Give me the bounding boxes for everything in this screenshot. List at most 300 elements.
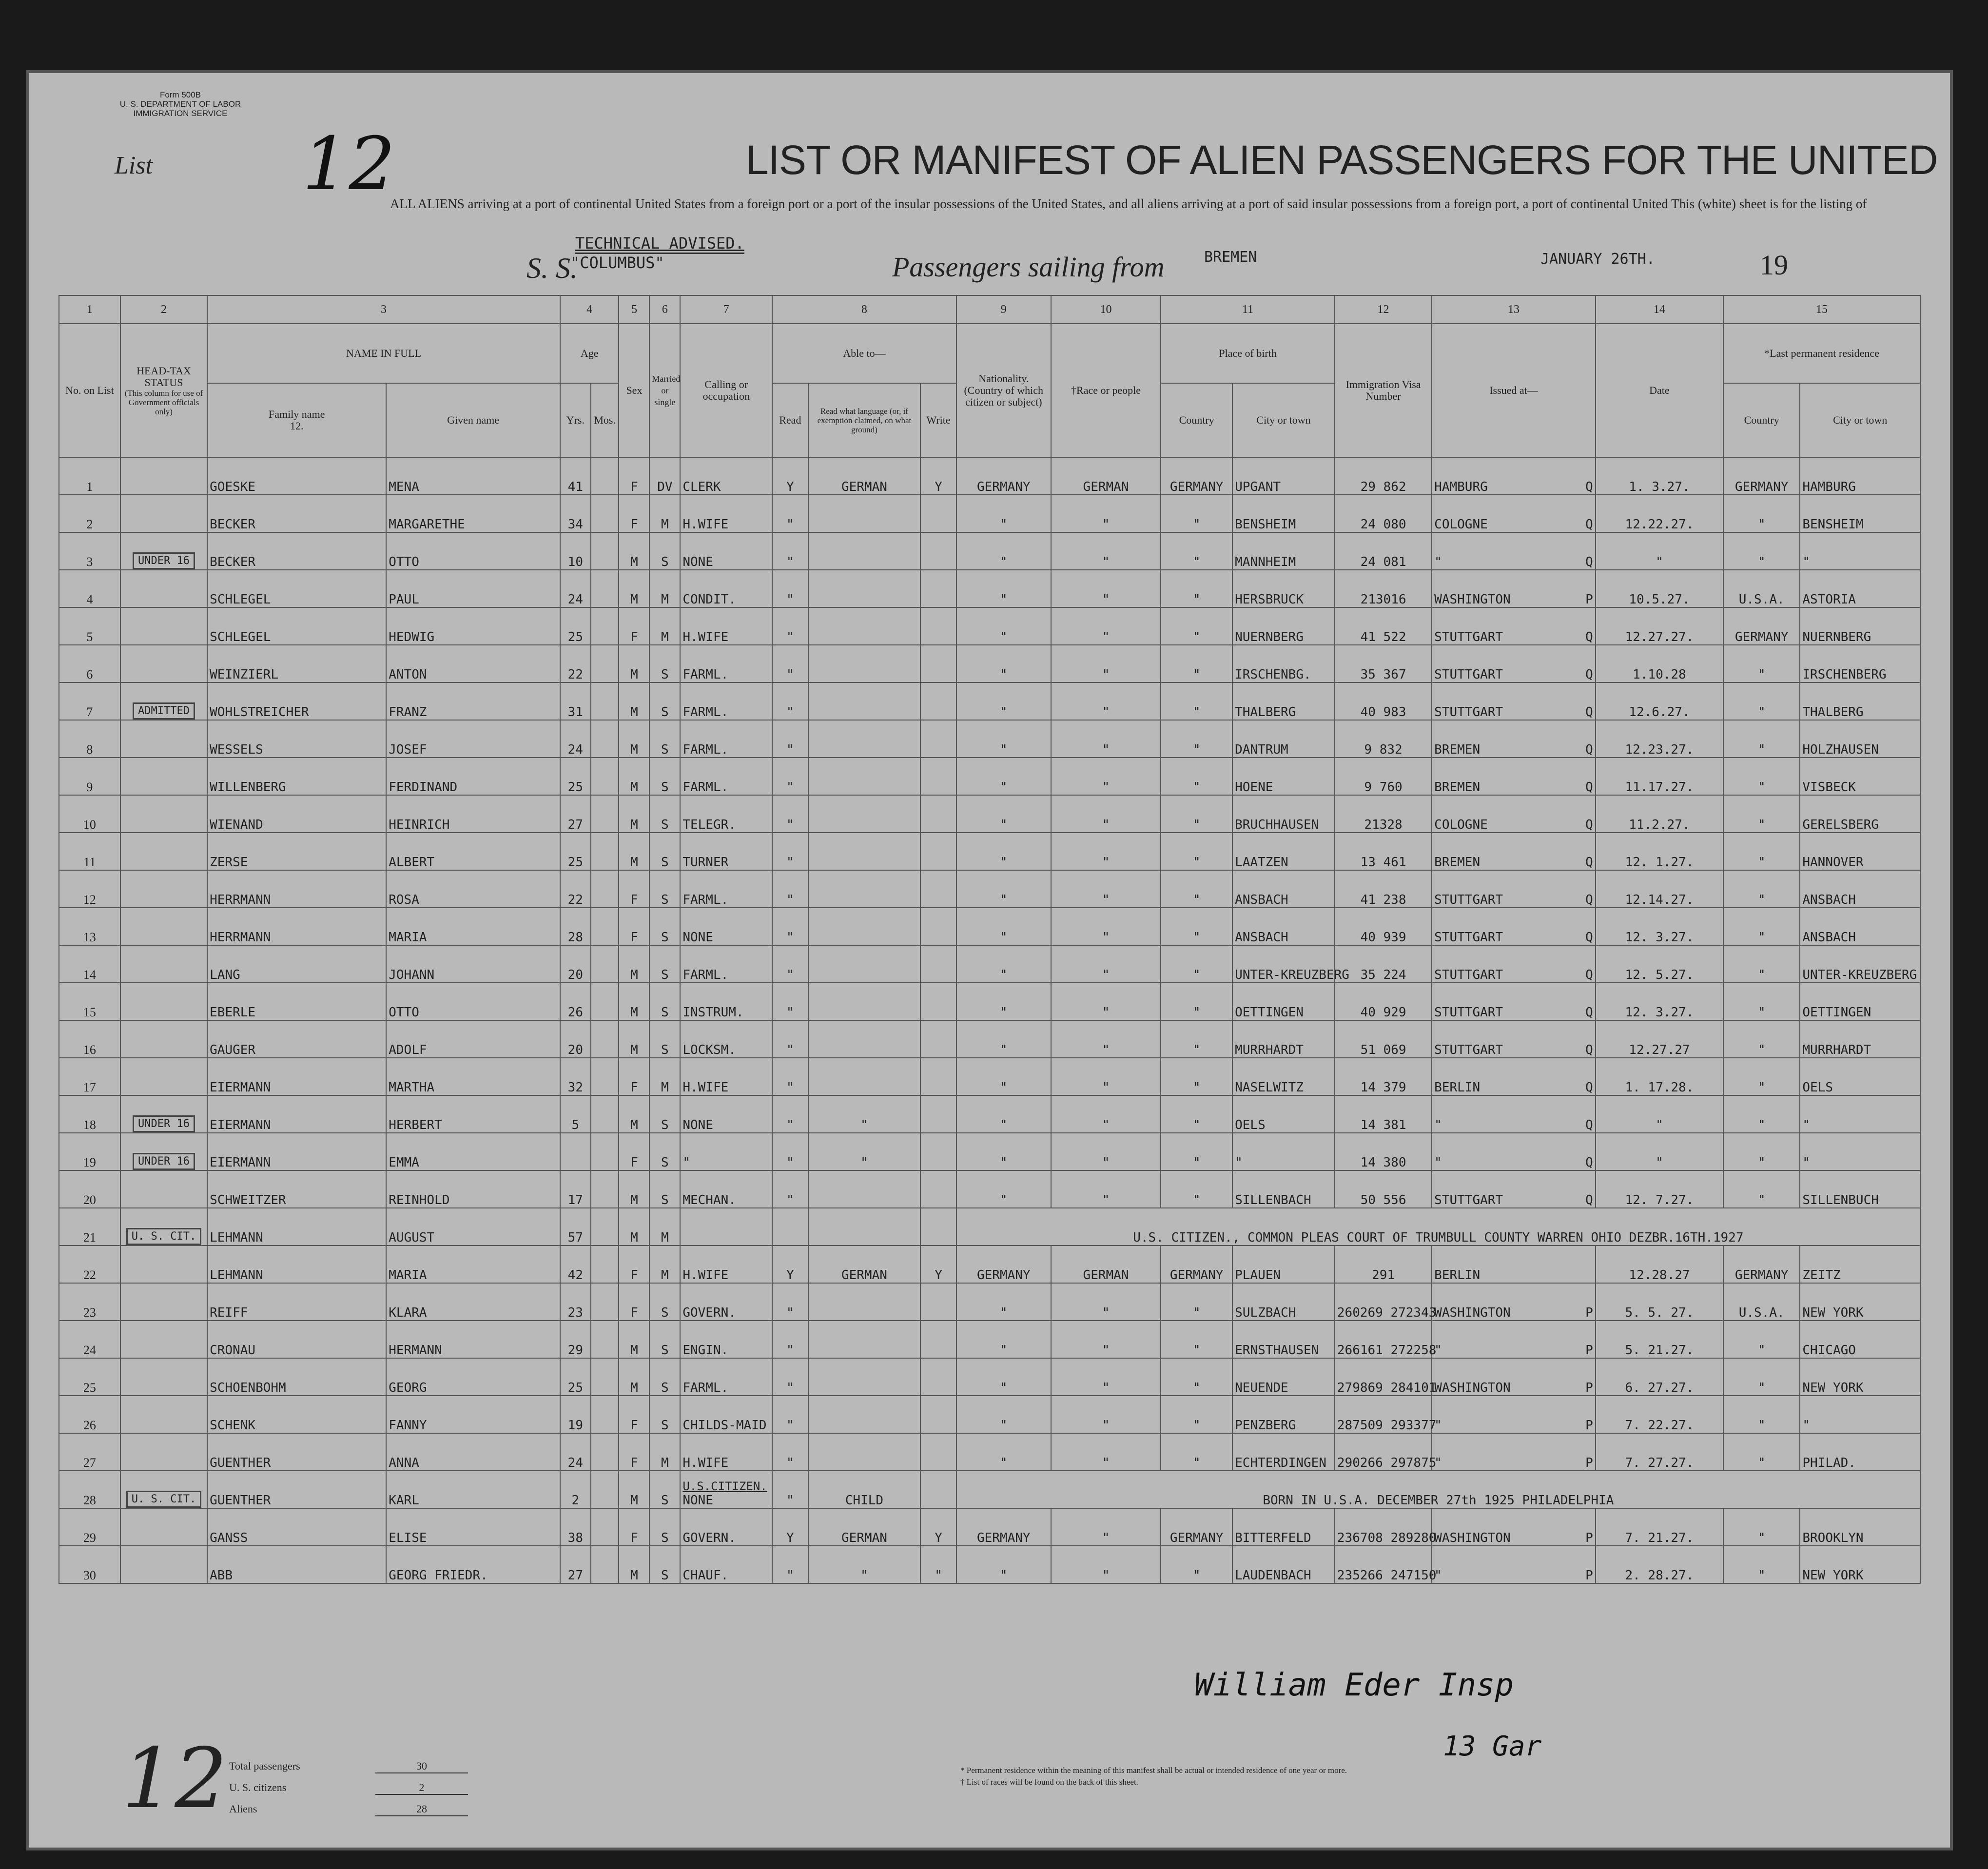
nationality-cell: " <box>956 1396 1051 1433</box>
write-cell <box>920 945 956 983</box>
residence-city-cell: GERELSBERG <box>1800 795 1920 833</box>
departure-date: JANUARY 26TH. <box>1540 251 1655 268</box>
sex-cell: F <box>619 495 649 532</box>
age-months-cell <box>591 1321 619 1358</box>
write-cell <box>920 570 956 607</box>
header-issued-at: Issued at— <box>1432 324 1596 457</box>
visa-number-cell: 287509 293377 <box>1335 1396 1432 1433</box>
marital-status-cell: M <box>649 1433 680 1471</box>
column-number: 12 <box>1335 295 1432 324</box>
head-tax-cell <box>120 1358 207 1396</box>
sex-cell: F <box>619 908 649 945</box>
manifest-table <box>58 295 1921 1584</box>
head-tax-cell <box>120 758 207 795</box>
race-cell: GERMAN <box>1051 457 1161 495</box>
birth-city-cell: SILLENBACH <box>1232 1170 1335 1208</box>
read-language-cell <box>808 607 921 645</box>
age-months-cell <box>591 908 619 945</box>
birth-city-cell: ANSBACH <box>1232 870 1335 908</box>
quota-class: Q <box>1585 1193 1593 1207</box>
visa-number-cell: 266161 272258 <box>1335 1321 1432 1358</box>
head-tax-cell <box>120 1133 207 1170</box>
given-name-cell: ELISE <box>386 1508 560 1546</box>
residence-country-cell: " <box>1723 795 1800 833</box>
residence-city-cell: " <box>1800 1396 1920 1433</box>
read-language-cell: " <box>808 1095 921 1133</box>
visa-number-cell: 14 380 <box>1335 1133 1432 1170</box>
given-name-cell: KLARA <box>386 1283 560 1321</box>
issued-at-text: STUTTGART <box>1434 667 1503 682</box>
sex-cell: M <box>619 682 649 720</box>
given-name-cell: FANNY <box>386 1396 560 1433</box>
visa-number-cell: 24 080 <box>1335 495 1432 532</box>
occupation-cell: CHAUF. <box>680 1546 772 1583</box>
read-cell: " <box>772 532 808 570</box>
header-last-residence: *Last permanent residence <box>1723 324 1920 383</box>
head-tax-stamp: UNDER 16 <box>133 1153 195 1170</box>
read-cell: " <box>772 758 808 795</box>
head-tax-cell <box>120 1546 207 1583</box>
nationality-cell: GERMANY <box>956 457 1051 495</box>
table-row <box>59 1058 1920 1095</box>
table-row <box>59 1508 1920 1546</box>
race-cell: " <box>1051 645 1161 682</box>
total-passengers <box>229 1760 468 1781</box>
residence-country-cell: " <box>1723 495 1800 532</box>
nationality-cell: GERMANY <box>956 1246 1051 1283</box>
issued-at-text: STUTTGART <box>1434 968 1503 982</box>
read-cell: " <box>772 1471 808 1508</box>
nationality-cell: " <box>956 495 1051 532</box>
visa-number-cell: 35 224 <box>1335 945 1432 983</box>
table-row <box>59 795 1920 833</box>
race-cell: " <box>1051 908 1161 945</box>
read-cell: Y <box>772 1508 808 1546</box>
write-cell <box>920 833 956 870</box>
race-cell: " <box>1051 1283 1161 1321</box>
corner-list-number: 12 <box>122 1731 228 1827</box>
quota-class: Q <box>1585 630 1593 644</box>
age-years-cell: 17 <box>560 1170 591 1208</box>
birth-country-cell: " <box>1161 758 1232 795</box>
quota-class: Q <box>1585 1080 1593 1095</box>
issued-at-text: BREMEN <box>1434 855 1481 870</box>
nationality-cell: " <box>956 645 1051 682</box>
read-language-cell <box>808 1208 921 1246</box>
age-months-cell <box>591 983 619 1020</box>
residence-country-cell: " <box>1723 682 1800 720</box>
table-row <box>59 1321 1920 1358</box>
total-passengers-label: Total passengers <box>229 1760 300 1772</box>
issued-at-cell <box>1432 1020 1596 1058</box>
sex-cell: F <box>619 1433 649 1471</box>
residence-city-cell: CHICAGO <box>1800 1321 1920 1358</box>
residence-city-cell: HOLZHAUSEN <box>1800 720 1920 758</box>
sex-cell: M <box>619 1321 649 1358</box>
marital-status-cell: S <box>649 1133 680 1170</box>
issued-at-text: BERLIN <box>1434 1080 1481 1095</box>
row-number: 1 <box>59 457 120 495</box>
birth-country-cell: " <box>1161 495 1232 532</box>
family-name-cell: GANSS <box>207 1508 386 1546</box>
row-number: 16 <box>59 1020 120 1058</box>
read-cell: " <box>772 1396 808 1433</box>
nationality-cell: " <box>956 1170 1051 1208</box>
age-months-cell <box>591 870 619 908</box>
age-years-cell: 5 <box>560 1095 591 1133</box>
marital-status-cell: S <box>649 1095 680 1133</box>
visa-number-cell: 290266 297875 <box>1335 1433 1432 1471</box>
head-tax-cell <box>120 945 207 983</box>
age-months-cell <box>591 1095 619 1133</box>
birth-country-cell: GERMANY <box>1161 1246 1232 1283</box>
header-nationality: Nationality. (Country of which citizen or subject) <box>956 324 1051 457</box>
family-name-cell: BECKER <box>207 532 386 570</box>
write-cell <box>920 495 956 532</box>
table-row <box>59 908 1920 945</box>
family-name-cell: ZERSE <box>207 833 386 870</box>
age-months-cell <box>591 1508 619 1546</box>
issued-at-text: STUTTGART <box>1434 893 1503 907</box>
age-months-cell <box>591 457 619 495</box>
sex-cell: M <box>619 833 649 870</box>
table-row <box>59 833 1920 870</box>
nationality-cell: " <box>956 720 1051 758</box>
occupation-cell: FARML. <box>680 945 772 983</box>
sex-cell: M <box>619 1020 649 1058</box>
write-cell <box>920 1133 956 1170</box>
occupation-cell: H.WIFE <box>680 1058 772 1095</box>
birth-country-cell: " <box>1161 607 1232 645</box>
quota-class: Q <box>1585 1043 1593 1057</box>
marital-status-cell: S <box>649 532 680 570</box>
row-number: 19 <box>59 1133 120 1170</box>
age-years-cell: 27 <box>560 1546 591 1583</box>
family-name-cell: SCHLEGEL <box>207 570 386 607</box>
column-number: 14 <box>1596 295 1723 324</box>
ss-label: S. S. <box>526 252 578 284</box>
family-name-cell: GOESKE <box>207 457 386 495</box>
residence-country-cell: " <box>1723 720 1800 758</box>
page-subtitle: ALL ALIENS arriving at a port of continental United States from a foreign port or a port of the insular possessions of the United States, and all aliens arriving at a port of said insular possessions from a foreign port, a port of continental United This (white) sheet is for the listing of <box>390 196 1867 211</box>
total-aliens <box>229 1803 468 1824</box>
visa-number-cell: 260269 272343 <box>1335 1283 1432 1321</box>
table-row <box>59 1546 1920 1583</box>
age-years-cell: 41 <box>560 457 591 495</box>
list-label: List <box>115 152 153 179</box>
nationality-cell: " <box>956 570 1051 607</box>
issued-at-cell <box>1432 983 1596 1020</box>
family-name-cell: GUENTHER <box>207 1433 386 1471</box>
table-row <box>59 758 1920 795</box>
age-months-cell <box>591 1283 619 1321</box>
head-tax-stamp: ADMITTED <box>133 702 195 720</box>
birth-country-cell: " <box>1161 532 1232 570</box>
visa-date-cell: 1.10.28 <box>1596 645 1723 682</box>
sex-cell: F <box>619 870 649 908</box>
birth-city-cell: MANNHEIM <box>1232 532 1335 570</box>
visa-date-cell: 12.27.27. <box>1596 607 1723 645</box>
family-name-cell: EIERMANN <box>207 1095 386 1133</box>
read-language-cell <box>808 795 921 833</box>
table-row <box>59 457 1920 495</box>
issued-at-cell <box>1432 1321 1596 1358</box>
quota-class: Q <box>1585 705 1593 720</box>
visa-number-cell: 9 760 <box>1335 758 1432 795</box>
race-cell: " <box>1051 1358 1161 1396</box>
total-passengers-value: 30 <box>375 1760 468 1773</box>
issued-at-text: WASHINGTON <box>1434 1531 1511 1545</box>
family-name-cell: LANG <box>207 945 386 983</box>
sex-cell: M <box>619 758 649 795</box>
race-cell: " <box>1051 1396 1161 1433</box>
totals <box>229 1760 468 1824</box>
given-name-cell: ROSA <box>386 870 560 908</box>
quota-class: Q <box>1585 930 1593 945</box>
birth-city-cell: HERSBRUCK <box>1232 570 1335 607</box>
head-tax-cell <box>120 1095 207 1133</box>
race-cell: " <box>1051 495 1161 532</box>
footnote-races: † List of races will be found on the back of this sheet. <box>960 1777 1138 1787</box>
table-row <box>59 1020 1920 1058</box>
read-language-cell <box>808 645 921 682</box>
sex-cell: M <box>619 1208 649 1246</box>
row-number: 28 <box>59 1471 120 1508</box>
read-language-cell <box>808 532 921 570</box>
row-number: 14 <box>59 945 120 983</box>
read-language-cell <box>808 1170 921 1208</box>
visa-date-cell: 10.5.27. <box>1596 570 1723 607</box>
occupation-cell: FARML. <box>680 720 772 758</box>
manifest-page <box>29 73 1950 1848</box>
total-citizens-label: U. S. citizens <box>229 1781 287 1793</box>
sex-cell: F <box>619 457 649 495</box>
age-months-cell <box>591 495 619 532</box>
read-cell: " <box>772 1433 808 1471</box>
issued-at-text: STUTTGART <box>1434 630 1503 644</box>
occupation-cell: NONE <box>680 908 772 945</box>
visa-number-cell: 279869 284101 <box>1335 1358 1432 1396</box>
visa-date-cell: " <box>1596 1133 1723 1170</box>
birth-country-cell: GERMANY <box>1161 457 1232 495</box>
family-name-cell: EIERMANN <box>207 1133 386 1170</box>
header-calling: Calling or occupation <box>680 324 772 457</box>
table-row <box>59 1170 1920 1208</box>
issued-at-text: " <box>1434 1568 1442 1583</box>
race-cell: " <box>1051 1058 1161 1095</box>
write-cell <box>920 1020 956 1058</box>
given-name-cell: AUGUST <box>386 1208 560 1246</box>
residence-city-cell: UNTER-KREUZBERG <box>1800 945 1920 983</box>
family-name-cell: SCHWEITZER <box>207 1170 386 1208</box>
nationality-cell: " <box>956 945 1051 983</box>
age-years-cell: 28 <box>560 908 591 945</box>
header-age: Age <box>560 324 619 383</box>
issued-at-text: STUTTGART <box>1434 1193 1503 1207</box>
age-months-cell <box>591 607 619 645</box>
write-cell <box>920 1283 956 1321</box>
race-cell: " <box>1051 1321 1161 1358</box>
visa-date-cell: 12.27.27 <box>1596 1020 1723 1058</box>
issued-at-text: " <box>1434 1118 1442 1132</box>
race-cell: " <box>1051 1508 1161 1546</box>
birth-city-cell: SULZBACH <box>1232 1283 1335 1321</box>
issued-at-text: COLOGNE <box>1434 818 1488 832</box>
family-name-cell: REIFF <box>207 1283 386 1321</box>
birth-country-cell: " <box>1161 682 1232 720</box>
column-number: 10 <box>1051 295 1161 324</box>
quota-class: Q <box>1585 742 1593 757</box>
residence-city-cell: OETTINGEN <box>1800 983 1920 1020</box>
marital-status-cell: S <box>649 1170 680 1208</box>
read-language-cell <box>808 570 921 607</box>
occupation-cell: CONDIT. <box>680 570 772 607</box>
read-language-cell <box>808 1358 921 1396</box>
row-number: 26 <box>59 1396 120 1433</box>
marital-status-cell: S <box>649 1546 680 1583</box>
sex-cell: M <box>619 570 649 607</box>
table-row <box>59 870 1920 908</box>
issued-at-cell: BERLIN <box>1432 1246 1596 1283</box>
birth-country-cell: " <box>1161 1283 1232 1321</box>
issued-at-text: WASHINGTON <box>1434 592 1511 607</box>
family-name-cell: WEINZIERL <box>207 645 386 682</box>
visa-number-cell: 14 379 <box>1335 1058 1432 1095</box>
visa-number-cell: 35 367 <box>1335 645 1432 682</box>
issued-at-cell <box>1432 1283 1596 1321</box>
row-number: 4 <box>59 570 120 607</box>
head-tax-cell <box>120 1246 207 1283</box>
marital-status-cell: M <box>649 495 680 532</box>
table-row <box>59 1133 1920 1170</box>
age-years-cell: 34 <box>560 495 591 532</box>
table-row <box>59 1471 1920 1508</box>
inspector-initials: 13 Gar <box>1443 1731 1542 1762</box>
header-write: Write <box>920 383 956 457</box>
issued-at-cell <box>1432 682 1596 720</box>
residence-city-cell: BROOKLYN <box>1800 1508 1920 1546</box>
age-months-cell <box>591 1133 619 1170</box>
marital-status-cell: S <box>649 1020 680 1058</box>
issued-at-cell <box>1432 833 1596 870</box>
column-number: 2 <box>120 295 207 324</box>
sex-cell: M <box>619 1471 649 1508</box>
marital-status-cell: S <box>649 945 680 983</box>
table-row <box>59 983 1920 1020</box>
issued-at-cell <box>1432 945 1596 983</box>
quota-class: P <box>1585 1343 1593 1358</box>
row-number: 29 <box>59 1508 120 1546</box>
nationality-cell: " <box>956 1133 1051 1170</box>
write-cell <box>920 682 956 720</box>
row-number: 22 <box>59 1246 120 1283</box>
visa-number-cell: 24 081 <box>1335 532 1432 570</box>
age-months-cell <box>591 645 619 682</box>
read-cell: " <box>772 607 808 645</box>
birth-country-cell: " <box>1161 1546 1232 1583</box>
residence-city-cell: " <box>1800 532 1920 570</box>
race-cell: " <box>1051 1020 1161 1058</box>
birth-city-cell: OELS <box>1232 1095 1335 1133</box>
header-read: Read <box>772 383 808 457</box>
birth-country-cell: " <box>1161 720 1232 758</box>
family-name-cell: WESSELS <box>207 720 386 758</box>
nationality-cell: GERMANY <box>956 1508 1051 1546</box>
nationality-cell: " <box>956 1020 1051 1058</box>
header-no-on-list: No. on List <box>59 324 120 457</box>
quota-class: Q <box>1585 818 1593 832</box>
write-cell <box>920 1358 956 1396</box>
row-number: 27 <box>59 1433 120 1471</box>
quota-class: P <box>1585 1418 1593 1433</box>
table-row <box>59 532 1920 570</box>
family-name-cell: LEHMANN <box>207 1208 386 1246</box>
header-race: †Race or people <box>1051 324 1161 457</box>
nationality-cell: " <box>956 758 1051 795</box>
read-language-cell: GERMAN <box>808 457 921 495</box>
table-row <box>59 1246 1920 1283</box>
read-cell: " <box>772 1058 808 1095</box>
visa-number-cell: 9 832 <box>1335 720 1432 758</box>
table-row <box>59 1095 1920 1133</box>
read-cell: " <box>772 645 808 682</box>
read-language-cell: " <box>808 1546 921 1583</box>
marital-status-cell: S <box>649 1471 680 1508</box>
read-cell: " <box>772 1358 808 1396</box>
residence-city-cell: PHILAD. <box>1800 1433 1920 1471</box>
birth-country-cell: " <box>1161 908 1232 945</box>
head-tax-stamp: UNDER 16 <box>133 552 195 569</box>
nationality-cell: " <box>956 833 1051 870</box>
age-years-cell: 26 <box>560 983 591 1020</box>
head-tax-cell <box>120 682 207 720</box>
ship-name: "COLUMBUS" <box>570 253 664 272</box>
read-language-cell <box>808 1020 921 1058</box>
given-name-cell: JOSEF <box>386 720 560 758</box>
nationality-cell: " <box>956 983 1051 1020</box>
marital-status-cell: S <box>649 1396 680 1433</box>
table-row <box>59 607 1920 645</box>
read-cell: " <box>772 682 808 720</box>
sex-cell: M <box>619 1546 649 1583</box>
visa-date-cell: 5. 5. 27. <box>1596 1283 1723 1321</box>
birth-city-cell: BRUCHHAUSEN <box>1232 795 1335 833</box>
birth-city-cell: ANSBACH <box>1232 908 1335 945</box>
head-tax-cell <box>120 532 207 570</box>
row-number: 30 <box>59 1546 120 1583</box>
family-name-note: 12. <box>290 420 304 432</box>
visa-number-cell: 40 929 <box>1335 983 1432 1020</box>
birth-country-cell: " <box>1161 870 1232 908</box>
age-months-cell <box>591 532 619 570</box>
residence-country-cell: " <box>1723 1095 1800 1133</box>
age-years-cell: 20 <box>560 1020 591 1058</box>
residence-country-cell: GERMANY <box>1723 457 1800 495</box>
visa-date-cell: " <box>1596 1095 1723 1133</box>
issued-at-cell <box>1432 1546 1596 1583</box>
read-cell: " <box>772 1020 808 1058</box>
visa-number-cell: 29 862 <box>1335 457 1432 495</box>
column-number: 6 <box>649 295 680 324</box>
occupation-cell: ENGIN. <box>680 1321 772 1358</box>
sailing-label: Passengers sailing from <box>892 251 1165 283</box>
visa-date-cell: 12.22.27. <box>1596 495 1723 532</box>
head-tax-cell <box>120 1170 207 1208</box>
given-name-cell: EMMA <box>386 1133 560 1170</box>
citizenship-note-cell: U.S. CITIZEN., COMMON PLEAS COURT OF TRUMBULL COUNTY WARREN OHIO DEZBR.16TH.1927 <box>956 1208 1920 1246</box>
age-months-cell <box>591 1546 619 1583</box>
column-number: 5 <box>619 295 649 324</box>
